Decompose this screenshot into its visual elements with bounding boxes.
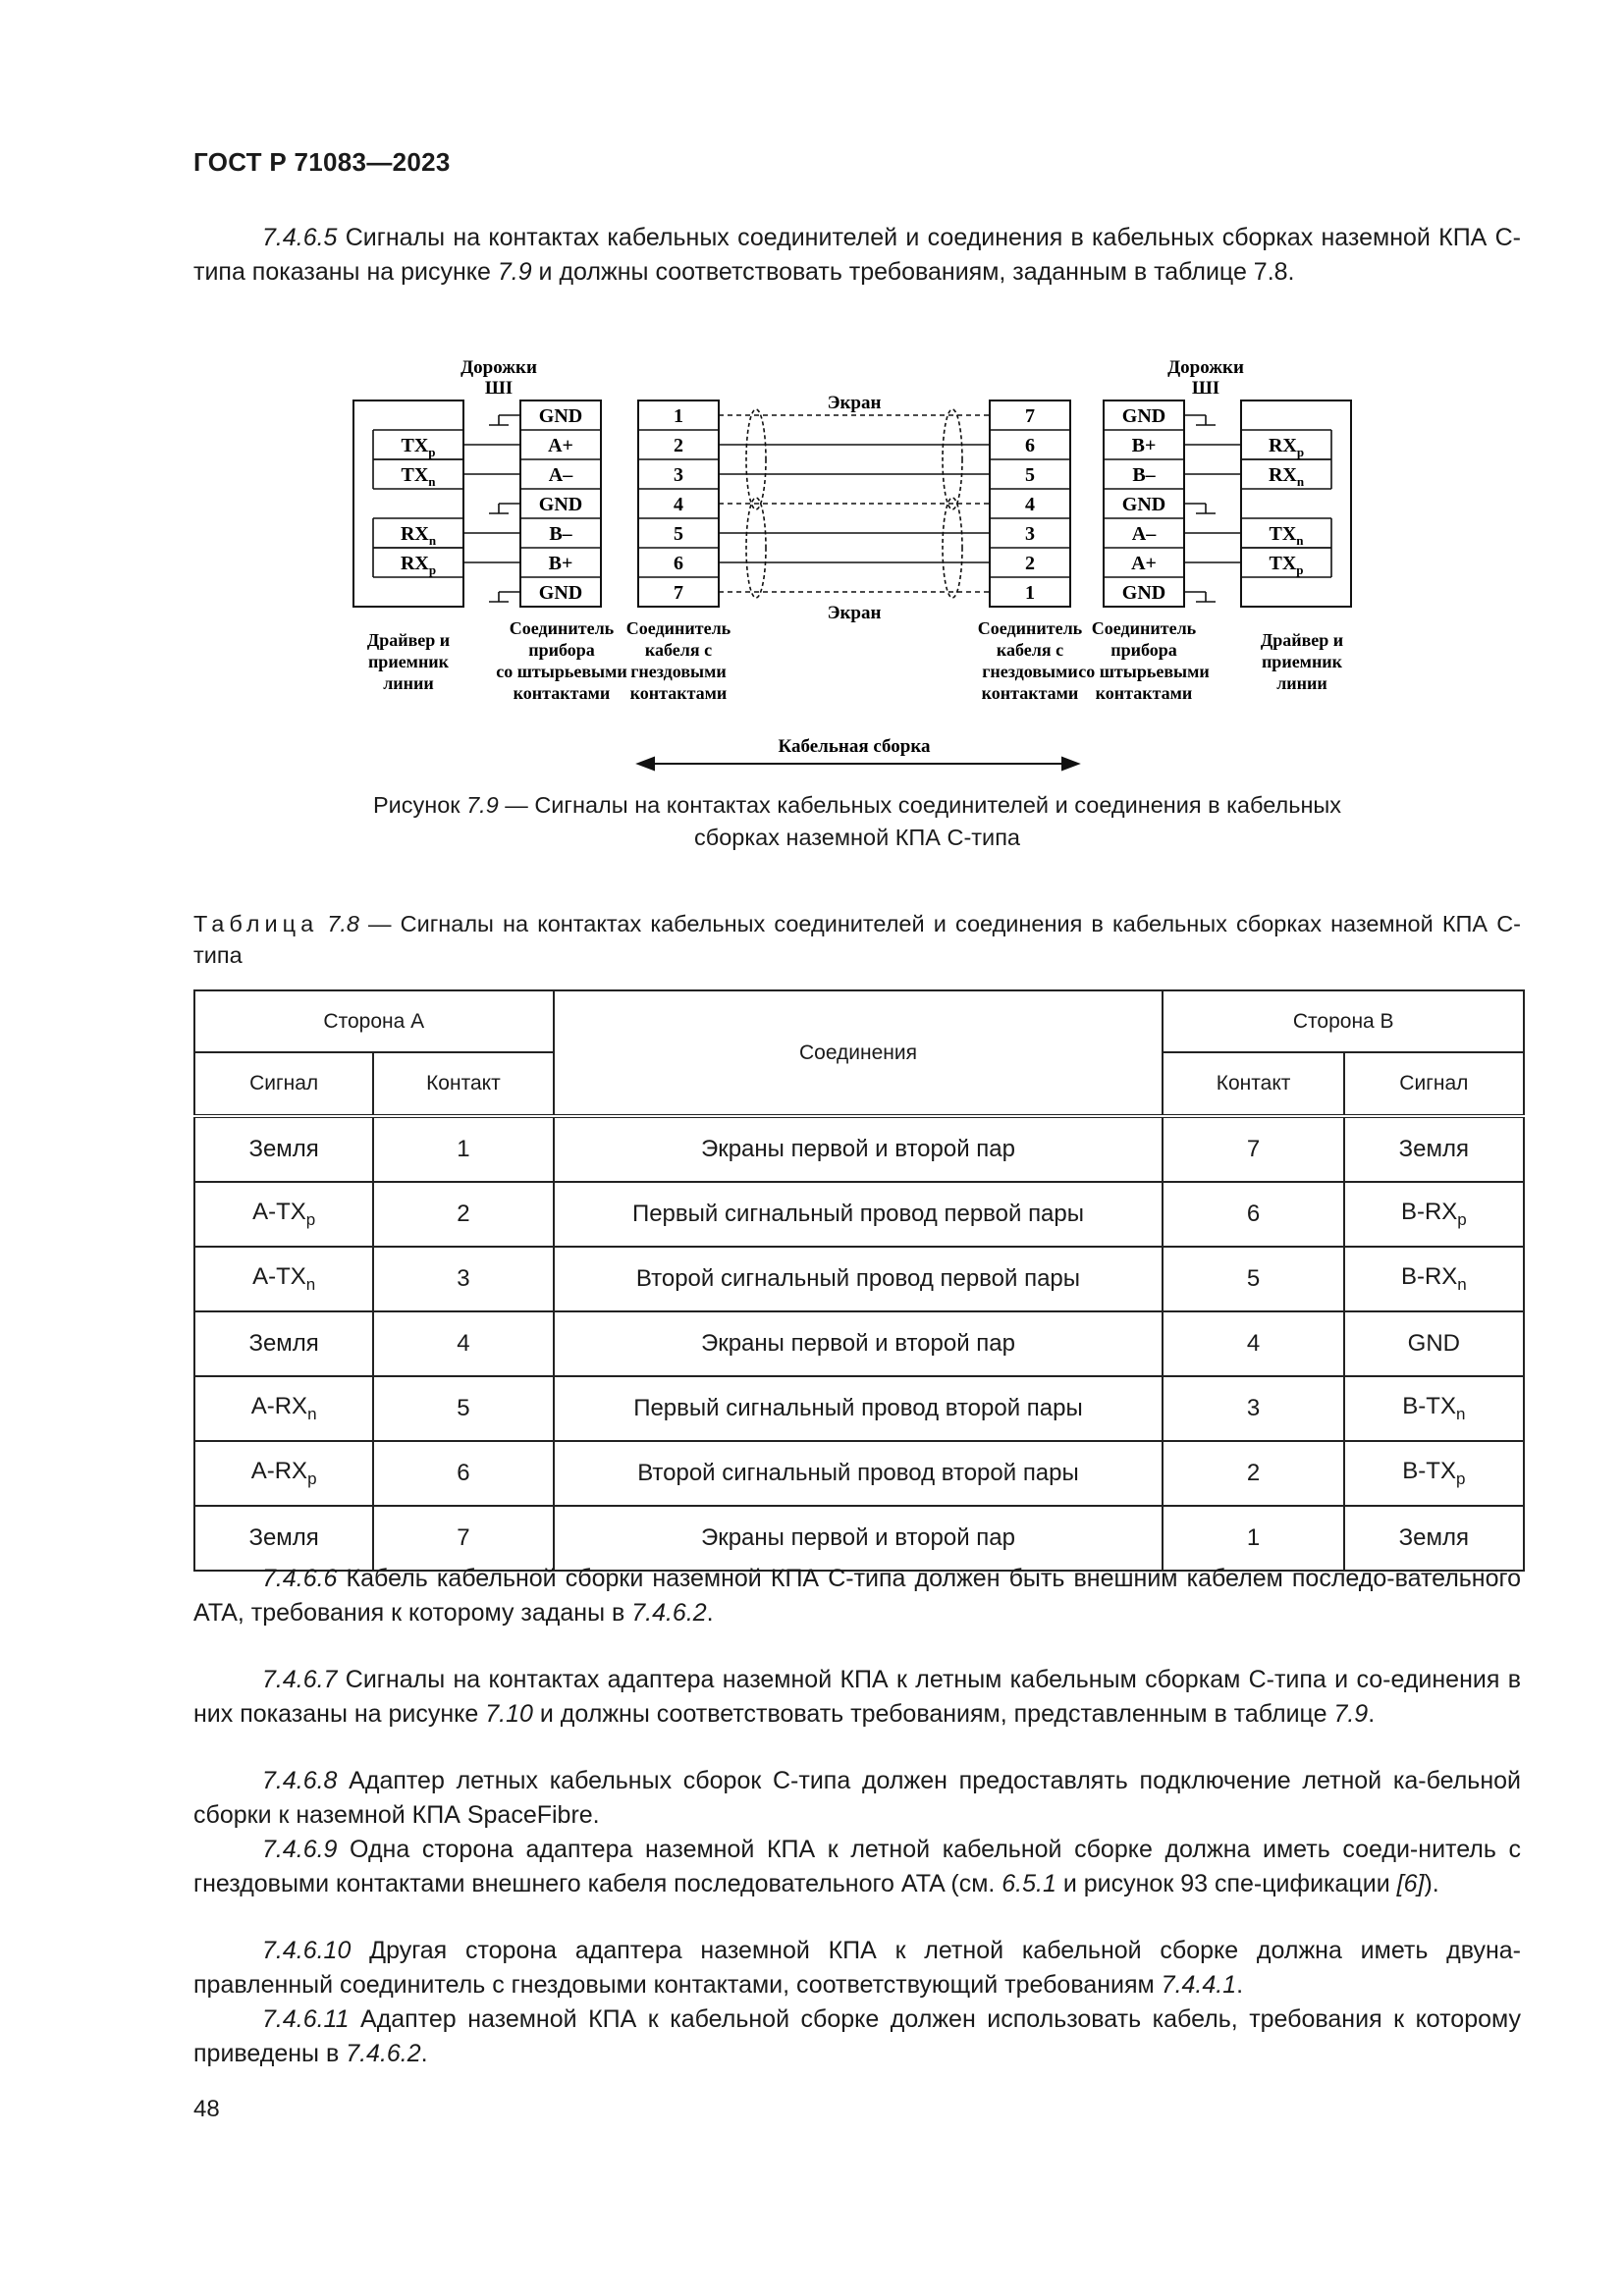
- cell-connection: Второй сигнальный провод первой пары: [554, 1247, 1164, 1311]
- right-driver-signal: $TX_p$: [1269, 553, 1304, 577]
- document-header: ГОСТ Р 71083—2023: [193, 147, 451, 177]
- table-row: [194, 1116, 1524, 1182]
- left-device-pin: GND: [538, 582, 583, 604]
- left-device-pin: B+: [548, 553, 573, 574]
- cell-signal-a: $A-RX_n$: [194, 1376, 373, 1441]
- left-driver-box: [353, 400, 463, 607]
- cable-left-pin: 3: [674, 464, 683, 486]
- figure-bottom-label: Соединитель: [1091, 618, 1197, 638]
- shield-ellipse: [746, 498, 766, 598]
- cell-contact-a: 3: [373, 1247, 553, 1311]
- cell-signal-a: $A-RX_p$: [194, 1441, 373, 1506]
- right-device-pin: B+: [1131, 435, 1157, 456]
- cell-signal-b: $B-RX_p$: [1344, 1182, 1524, 1247]
- header-signal-b: Сигнал: [1344, 1052, 1524, 1116]
- cable-right-pin: 3: [1025, 523, 1035, 545]
- paragraph: 7.4.6.9 Одна сторона адаптера наземной КПА к летной кабельной сборке должна иметь соеди-нитель с гнездовыми контактами внешнего кабеля последовательного ATA (см. 6.5.1 и рисунок 93 спе-цификации [6]).: [193, 1836, 1521, 1897]
- left-device-pin: GND: [538, 494, 583, 515]
- left-device-pin: A+: [548, 435, 573, 456]
- figure-bottom-label: со штырьевыми: [1078, 662, 1210, 681]
- cell-signal-a: Земля: [194, 1311, 373, 1376]
- figure-bottom-label: линии: [383, 673, 434, 693]
- header-connections: Соединения: [554, 990, 1164, 1116]
- left-driver-signal: $TX_p$: [401, 435, 436, 459]
- cell-contact-a: 4: [373, 1311, 553, 1376]
- right-driver-signal: $TX_n$: [1269, 523, 1304, 548]
- cable-left-pin: 2: [674, 435, 683, 456]
- right-driver-signal: $RX_n$: [1268, 464, 1305, 489]
- shield-ellipse: [943, 498, 962, 598]
- header-side-a: Сторона А: [194, 990, 554, 1052]
- figure-bottom-label: Соединитель: [509, 618, 615, 638]
- cable-right-pin: 5: [1025, 464, 1035, 486]
- cable-left-pin: 4: [674, 494, 683, 515]
- cable-right-pin: 1: [1025, 582, 1035, 604]
- cell-signal-b: $B-RX_n$: [1344, 1247, 1524, 1311]
- clause-number: 7.4.6.5: [262, 224, 338, 251]
- cell-signal-b: Земля: [1344, 1116, 1524, 1182]
- right-device-pin: GND: [1121, 494, 1166, 515]
- cell-contact-a: 6: [373, 1441, 553, 1506]
- figure-bottom-label: приемник: [1261, 652, 1343, 671]
- figure-bottom-label: кабеля с: [644, 640, 713, 660]
- cell-contact-a: 2: [373, 1182, 553, 1247]
- figure-bottom-label: линии: [1276, 673, 1327, 693]
- shield-label-top: Экран: [827, 393, 882, 413]
- cell-connection: Первый сигнальный провод второй пары: [554, 1376, 1164, 1441]
- paragraph: 7.4.6.7 Сигналы на контактах адаптера наземной КПА к летным кабельным сборкам С-типа и со-единения в них показаны на рисунке 7.10 и должны соответствовать требованиям, представленным в таблице 7.9.: [193, 1666, 1521, 1728]
- figure-caption: Рисунок 7.9 — Сигналы на контактах кабельных соединителей и соединения в кабельных сборках наземной КПА С-типа: [372, 792, 1342, 850]
- figure-bottom-label: контактами: [981, 683, 1079, 703]
- figure-bottom-label: прибора: [1110, 640, 1177, 660]
- header-signal-a: Сигнал: [194, 1052, 373, 1116]
- left-tracks-label: Дорожки: [460, 357, 537, 378]
- cell-contact-b: 6: [1163, 1182, 1343, 1247]
- table-row: [194, 1311, 1524, 1376]
- figure-bottom-label: Драйвер и: [1260, 630, 1344, 650]
- right-driver-signal: $RX_p$: [1268, 435, 1305, 459]
- left-device-pin: GND: [538, 405, 583, 427]
- left-driver-signal: $TX_n$: [401, 464, 436, 489]
- cell-signal-b: $B-TX_n$: [1344, 1376, 1524, 1441]
- table-row: [194, 1441, 1524, 1506]
- table-caption: Таблица 7.8 — Сигналы на контактах кабельных соединителей и соединения в кабельных сборках наземной КПА С-типа: [193, 911, 1522, 968]
- figure-bottom-label: Драйвер и: [366, 630, 451, 650]
- cell-signal-a: Земля: [194, 1116, 373, 1182]
- left-driver-signal: $RX_n$: [400, 523, 437, 548]
- figure-ref: 7.9: [497, 258, 532, 286]
- figure-7-9: [334, 351, 1375, 774]
- cell-signal-a: $A-TX_p$: [194, 1182, 373, 1247]
- paragraph: 7.4.6.6 Кабель кабельной сборки наземной КПА С-типа должен быть внешним кабелем последо-вательного ATA, требования к которому заданы в 7.4.6.2.: [193, 1565, 1521, 1627]
- page-number: 48: [193, 2096, 220, 2122]
- cell-signal-b: $B-TX_p$: [1344, 1441, 1524, 1506]
- cell-contact-b: 7: [1163, 1116, 1343, 1182]
- figure-bottom-label: Соединитель: [625, 618, 731, 638]
- left-tracks-label-2: ШI: [484, 378, 514, 399]
- header-side-b: Сторона В: [1163, 990, 1524, 1052]
- cable-left-pin: 7: [674, 582, 683, 604]
- cable-right-pin: 7: [1025, 405, 1035, 427]
- cable-left-pin: 6: [674, 553, 683, 574]
- right-device-pin: GND: [1121, 405, 1166, 427]
- paragraph: 7.4.6.11 Адаптер наземной КПА к кабельной сборке должен использовать кабель, требования к которому приведены в 7.4.6.2.: [193, 2005, 1521, 2067]
- cell-connection: Первый сигнальный провод первой пары: [554, 1182, 1164, 1247]
- cell-contact-b: 1: [1163, 1506, 1343, 1571]
- cable-right-pin: 2: [1025, 553, 1035, 574]
- cell-contact-a: 5: [373, 1376, 553, 1441]
- cable-left-pin: 1: [674, 405, 683, 427]
- cable-left-pin: 5: [674, 523, 683, 545]
- figure-bottom-label: контактами: [629, 683, 728, 703]
- figure-bottom-label: прибора: [528, 640, 595, 660]
- figure-bottom-label: со штырьевыми: [496, 662, 627, 681]
- cell-connection: Экраны первой и второй пар: [554, 1311, 1164, 1376]
- right-tracks-label: Дорожки: [1167, 357, 1244, 378]
- paragraph-7-4-6-5: 7.4.6.5 Сигналы на контактах кабельных соединителей и соединения в кабельных сборках наземной КПА С-типа показаны на рисунке 7.9 и должны соответствовать требованиям, заданным в таблице 7.8.: [193, 224, 1521, 286]
- cell-signal-a: Земля: [194, 1506, 373, 1571]
- left-device-pin: B–: [549, 523, 572, 545]
- table-row: [194, 1376, 1524, 1441]
- figure-bottom-label: приемник: [367, 652, 450, 671]
- shield-ellipse: [746, 409, 766, 509]
- figure-bottom-label: контактами: [1095, 683, 1193, 703]
- signals-table: [193, 989, 1525, 1572]
- right-device-pin: GND: [1121, 582, 1166, 604]
- right-device-pin: A+: [1131, 553, 1157, 574]
- cell-signal-b: Земля: [1344, 1506, 1524, 1571]
- figure-bottom-label: контактами: [513, 683, 611, 703]
- right-device-pin: B–: [1132, 464, 1156, 486]
- cell-contact-b: 3: [1163, 1376, 1343, 1441]
- cell-contact-b: 5: [1163, 1247, 1343, 1311]
- cable-assembly-label: Кабельная сборка: [778, 736, 931, 757]
- paragraph: 7.4.6.10 Другая сторона адаптера наземной КПА к летной кабельной сборке должна иметь двуна-правленный соединитель с гнездовыми контактами, соответствующий требованиям 7.4.4.1.: [193, 1937, 1521, 1999]
- cell-signal-b: GND: [1344, 1311, 1524, 1376]
- right-tracks-label-2: ШI: [1191, 378, 1220, 399]
- shield-ellipse: [943, 409, 962, 509]
- left-device-pin: A–: [548, 464, 573, 486]
- shield-label-bottom: Экран: [827, 603, 882, 623]
- header-contact-a: Контакт: [373, 1052, 553, 1116]
- cell-connection: Экраны первой и второй пар: [554, 1506, 1164, 1571]
- cell-contact-b: 4: [1163, 1311, 1343, 1376]
- cable-right-pin: 4: [1025, 494, 1035, 515]
- figure-bottom-label: кабеля с: [996, 640, 1064, 660]
- right-device-pin: A–: [1131, 523, 1157, 545]
- paragraph: 7.4.6.8 Адаптер летных кабельных сборок С-типа должен предоставлять подключение летной ка-бельной сборки к наземной КПА SpaceFibre.: [193, 1767, 1521, 1829]
- left-driver-signal: $RX_p$: [400, 553, 437, 577]
- cable-right-pin: 6: [1025, 435, 1035, 456]
- cable-assembly-arrow: [638, 758, 1078, 770]
- cell-contact-b: 2: [1163, 1441, 1343, 1506]
- table-row: [194, 1247, 1524, 1311]
- cell-contact-a: 7: [373, 1506, 553, 1571]
- cell-connection: Экраны первой и второй пар: [554, 1116, 1164, 1182]
- figure-bottom-label: гнездовыми: [982, 662, 1078, 681]
- header-contact-b: Контакт: [1163, 1052, 1343, 1116]
- cell-contact-a: 1: [373, 1116, 553, 1182]
- cell-connection: Второй сигнальный провод второй пары: [554, 1441, 1164, 1506]
- table-row: [194, 1182, 1524, 1247]
- figure-bottom-label: Соединитель: [977, 618, 1083, 638]
- figure-bottom-label: гнездовыми: [630, 662, 727, 681]
- cell-signal-a: $A-TX_n$: [194, 1247, 373, 1311]
